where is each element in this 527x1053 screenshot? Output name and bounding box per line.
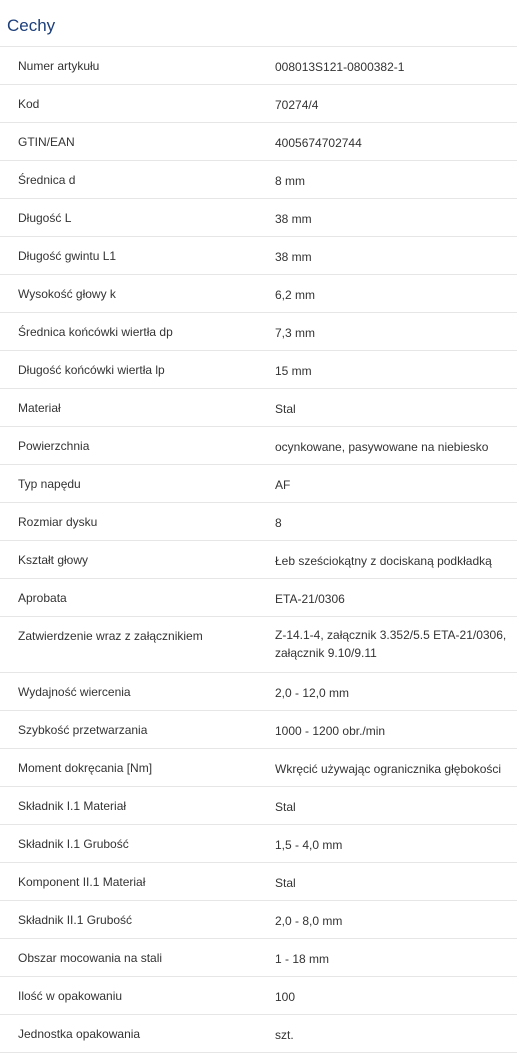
- table-row: [0, 1015, 517, 1053]
- row-value: 8: [275, 516, 282, 530]
- row-label: Wysokość głowy k: [18, 287, 116, 301]
- row-label: Rozmiar dysku: [18, 515, 98, 529]
- row-value: 15 mm: [275, 364, 312, 378]
- row-label: Długość L: [18, 211, 72, 225]
- row-label: Długość gwintu L1: [18, 249, 117, 263]
- table-row: [0, 749, 517, 787]
- table-row: [0, 351, 517, 389]
- row-label: Wydajność wiercenia: [18, 685, 131, 699]
- row-label: Składnik II.1 Grubość: [18, 913, 133, 927]
- row-value: Wkręcić używając ogranicznika głębokości: [275, 762, 502, 776]
- row-value: Z-14.1-4, załącznik 3.352/5.5 ETA-21/0306, załącznik 9.10/9.11: [275, 628, 507, 660]
- row-value: 8 mm: [275, 174, 305, 188]
- row-label: Moment dokręcania [Nm]: [18, 761, 153, 775]
- row-label: Kształt głowy: [18, 553, 89, 567]
- row-value: szt.: [275, 1028, 294, 1042]
- row-value: ETA-21/0306: [275, 592, 345, 606]
- row-value: AF: [275, 478, 291, 492]
- row-value: 38 mm: [275, 250, 312, 264]
- table-row: [0, 237, 517, 275]
- row-label: Długość końcówki wiertła lp: [18, 363, 165, 377]
- row-value: 2,0 - 12,0 mm: [275, 686, 350, 700]
- table-row: [0, 673, 517, 711]
- row-value: 70274/4: [275, 98, 319, 112]
- table-row: [0, 617, 517, 673]
- row-label: Jednostka opakowania: [18, 1027, 141, 1041]
- row-value: 4005674702744: [275, 136, 362, 150]
- row-label: Powierzchnia: [18, 439, 90, 453]
- table-row: [0, 901, 517, 939]
- table-row: [0, 47, 517, 85]
- table-row: [0, 85, 517, 123]
- table-row: [0, 389, 517, 427]
- table-row: [0, 161, 517, 199]
- row-label: Szybkość przetwarzania: [18, 723, 148, 737]
- row-value: 1,5 - 4,0 mm: [275, 838, 343, 852]
- row-label: Komponent II.1 Materiał: [18, 875, 146, 889]
- row-value: 100: [275, 990, 296, 1004]
- row-label: Aprobata: [18, 591, 67, 605]
- row-label: Zatwierdzenie wraz z załącznikiem: [18, 629, 203, 643]
- row-value: 1000 - 1200 obr./min: [275, 724, 386, 738]
- table-row: [0, 825, 517, 863]
- row-value: Łeb sześciokątny z dociskaną podkładką: [275, 554, 492, 568]
- row-label: Typ napędu: [18, 477, 81, 491]
- table-row: [0, 863, 517, 901]
- table-row: [0, 939, 517, 977]
- table-row: [0, 199, 517, 237]
- row-label: Obszar mocowania na stali: [18, 951, 163, 965]
- row-value: Stal: [275, 800, 296, 814]
- row-value: 1 - 18 mm: [275, 952, 330, 966]
- row-label: GTIN/EAN: [18, 135, 75, 149]
- row-label: Średnica końcówki wiertła dp: [18, 325, 173, 339]
- row-label: Składnik I.1 Grubość: [18, 837, 129, 851]
- table-row: [0, 579, 517, 617]
- row-value: 2,0 - 8,0 mm: [275, 914, 343, 928]
- table-row: [0, 541, 517, 579]
- row-value: Stal: [275, 876, 296, 890]
- table-row: [0, 123, 517, 161]
- row-label: Ilość w opakowaniu: [18, 989, 123, 1003]
- table-row: [0, 977, 517, 1015]
- table-row: [0, 503, 517, 541]
- row-value: 6,2 mm: [275, 288, 316, 302]
- row-value: 7,3 mm: [275, 326, 316, 340]
- table-row: [0, 465, 517, 503]
- row-value: Stal: [275, 402, 296, 416]
- table-row: [0, 787, 517, 825]
- row-label: Składnik I.1 Materiał: [18, 799, 127, 813]
- table-row: [0, 275, 517, 313]
- table-row: [0, 711, 517, 749]
- table-row: [0, 427, 517, 465]
- row-label: Materiał: [18, 401, 61, 415]
- row-label: Kod: [18, 97, 40, 111]
- row-label: Średnica d: [18, 173, 76, 187]
- section-title: Cechy: [7, 16, 56, 35]
- row-value: 008013S121-0800382-1: [275, 60, 405, 74]
- table-row: [0, 313, 517, 351]
- features-table: [0, 46, 517, 1053]
- row-label: Numer artykułu: [18, 59, 100, 73]
- row-value: ocynkowane, pasywowane na niebiesko: [275, 440, 489, 454]
- row-value: 38 mm: [275, 212, 312, 226]
